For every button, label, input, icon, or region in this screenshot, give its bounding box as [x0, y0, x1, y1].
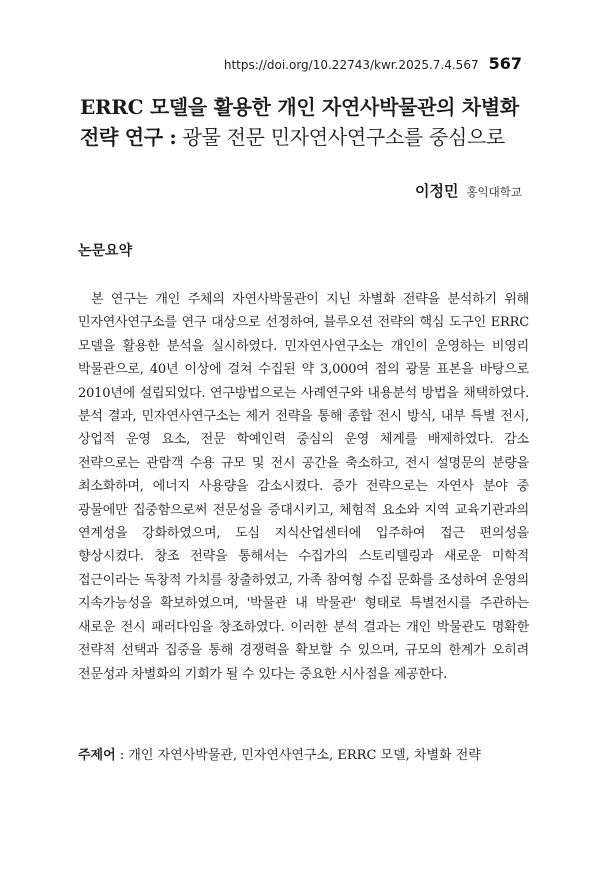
abstract-heading: 논문요약	[78, 243, 133, 259]
title-line-1: ERRC 모델을 활용한 개인 자연사박물관의 차별화	[80, 95, 519, 119]
author-name: 이정민	[414, 182, 459, 200]
page-number: 567	[488, 54, 522, 73]
doi-link[interactable]: https://doi.org/10.22743/kwr.2025.7.4.567	[223, 58, 479, 72]
keywords	[78, 746, 529, 766]
author-affiliation: 홍익대학교	[466, 185, 522, 199]
title-main-end: 전략 연구 :	[80, 125, 177, 149]
keywords-separator: :	[115, 748, 129, 763]
author-block	[415, 180, 522, 201]
keywords-label: 주제어	[78, 748, 116, 763]
keywords-list: 개인 자연사박물관, 민자연사연구소, ERRC 모델, 차별화 전략	[128, 748, 481, 763]
paper-title	[80, 92, 530, 152]
title-subtitle: 광물 전문 민자연사연구소를 중심으로	[182, 125, 506, 149]
page-header	[224, 54, 522, 73]
abstract-body: 본 연구는 개인 주체의 자연사박물관이 지닌 차별화 전략을 분석하기 위해 민자연사연구소를 연구 대상으로 선정하여, 블루오션 전략의 핵심 도구인 ERRC 모델을 활용한 분석을 실시하였다. 민자연사연구소는 개인이 운영하는 비영리 박물관으로, 40년 이상에 걸쳐 수집된 약 3,000여 점의 광물 표본을 바탕으로 2010년에 설립되었다. 연구방법으로는 사례연구와 내용분석 방법을 채택하였다. 분석 결과, 민자연사연구소는 제거 전략을 통해 종합 전시 방식, 내부 특별 전시, 상업적 운영 요소, 전문 학예인력 중심의 운영 체계를 배제하였다. 감소 전략으로는 관람객 수용 규모 및 전시 공간을 축소하고, 전시 설명문의 분량을 최소화하며, 에너지 사용량을 감소시켰다. 증가 전략으로는 자연사 분야 중 광물에만 집중함으로써 전문성을 증대시키고, 체험적 요소와 지역 교육기관과의 연계성을 강화하였으며, 도심 지식산업센터에 입주하여 접근 편의성을 향상시켰다. 창조 전략을 통해서는 수집가의 스토리텔링과 새로운 미학적 접근이라는 독창적 가치를 창출하였고, 가족 참여형 수집 문화를 조성하여 운영의 지속가능성을 확보하였으며, '박물관 내 박물관' 형태로 특별전시를 주관하는 새로운 전시 패러다임을 창조하였다. 이러한 분석 결과는 개인 박물관도 명확한 전략적 선택과 집중을 통해 경쟁력을 확보할 수 있으며, 규모의 한계가 오히려 전문성과 차별화의 기회가 될 수 있다는 중요한 시사점을 제공한다.	[78, 292, 529, 682]
title-line-2	[80, 122, 530, 152]
